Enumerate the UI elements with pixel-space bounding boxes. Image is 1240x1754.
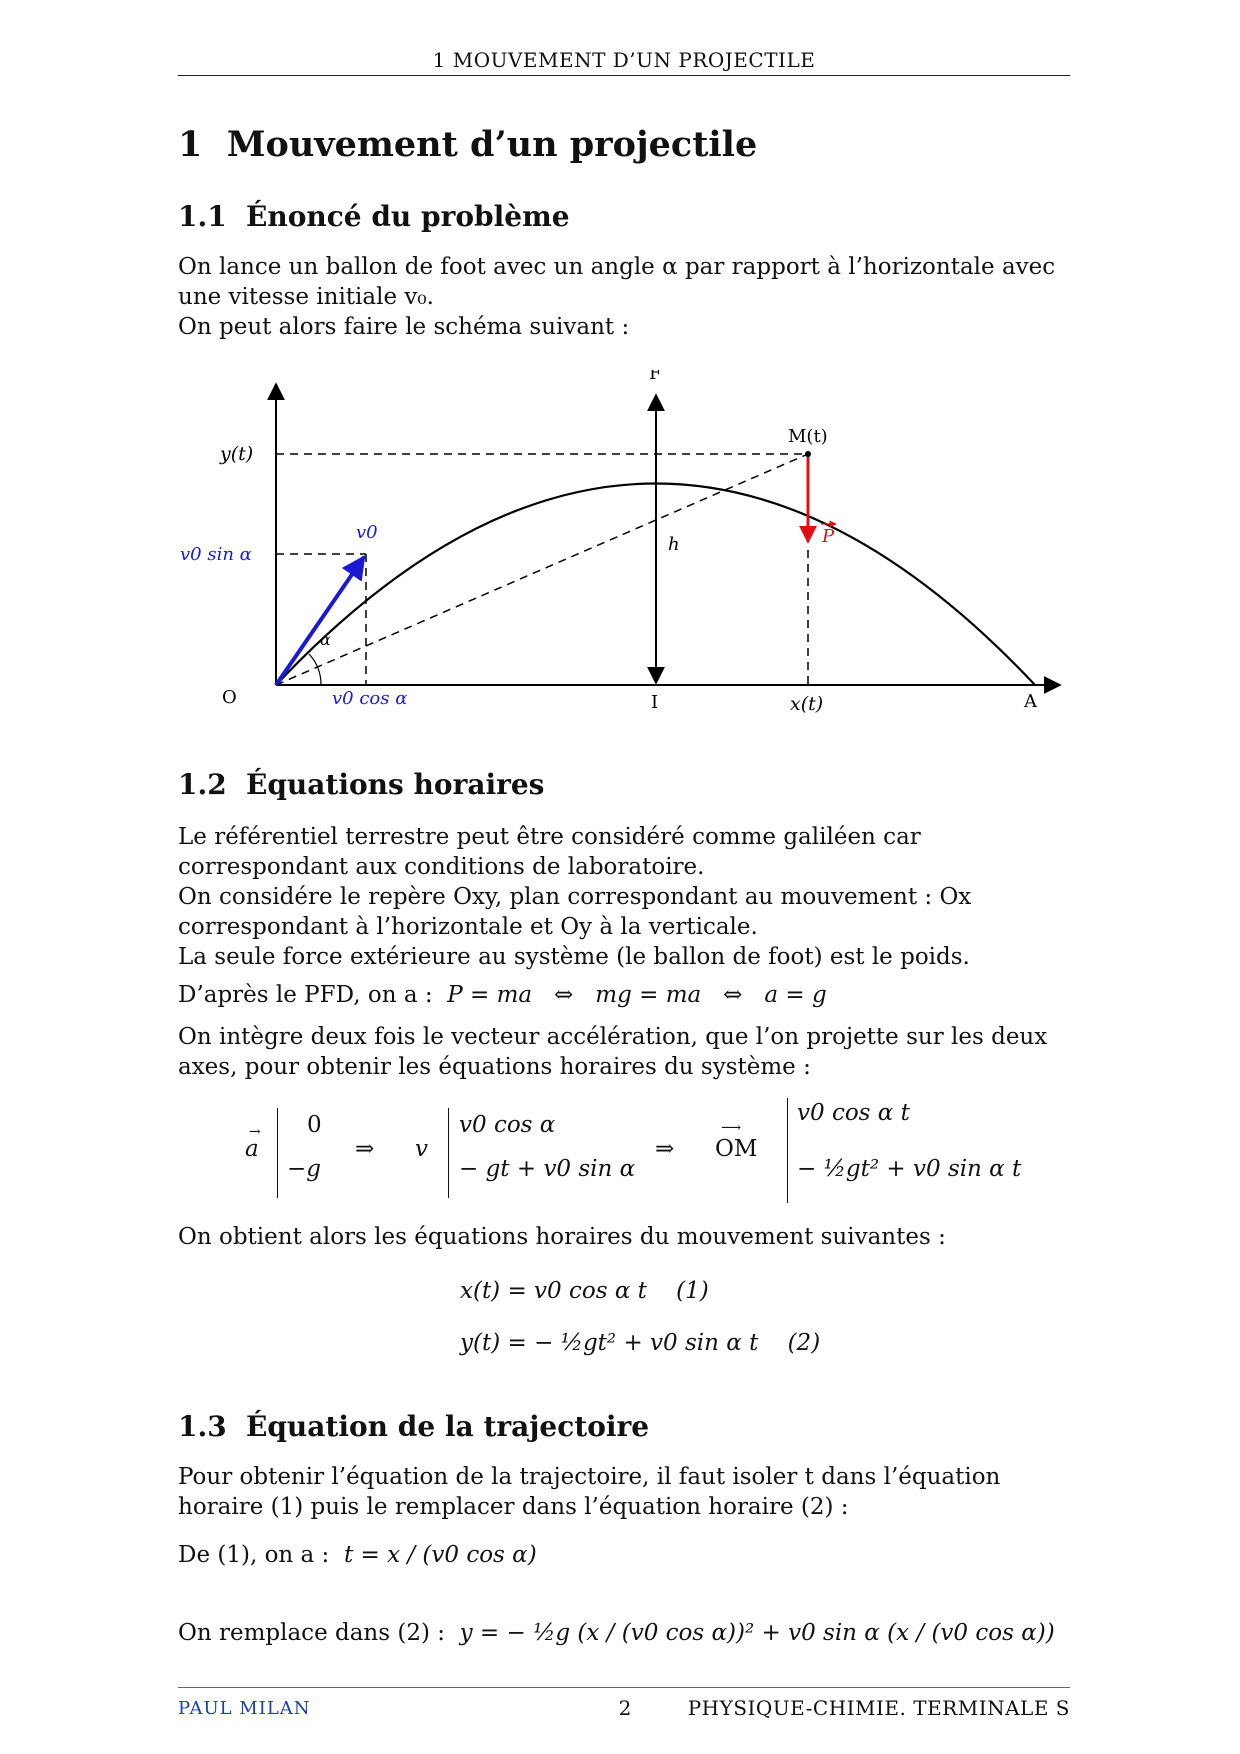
vec-v-x: v0 cos α	[459, 1112, 556, 1138]
label-a: A	[1024, 691, 1037, 712]
equation-1: x(t) = v0 cos α t (1)	[460, 1278, 709, 1304]
label-xt: x(t)	[790, 693, 824, 715]
running-header: 1 MOUVEMENT D’UN PROJECTILE	[432, 48, 816, 72]
label-h: h	[668, 534, 680, 555]
label-alpha: α	[320, 630, 331, 649]
subsection-number: 1.3	[178, 1410, 227, 1443]
t-equation: t = x / (v0 cos α)	[343, 1542, 537, 1568]
label-v0sin: v0 sin α	[180, 544, 252, 565]
vec-bar	[448, 1108, 449, 1198]
vec-v: v	[415, 1136, 428, 1162]
vec-om-x: v0 cos α t	[797, 1100, 910, 1126]
paragraph: On lance un ballon de foot avec un angle α par rapport à l’horizontale avec une vitesse initiale v₀.	[178, 254, 1056, 310]
subsection-number: 1.2	[178, 768, 227, 801]
header-rule	[178, 75, 1070, 76]
label-o: O	[222, 687, 237, 708]
pfd-line	[178, 980, 1070, 1010]
subsection-1-2-title	[178, 768, 544, 801]
section-title	[178, 124, 757, 165]
paragraph: On obtient alors les équations horaires du mouvement suivantes :	[178, 1224, 946, 1250]
label-f: F	[649, 370, 662, 384]
vector-system	[245, 1100, 1045, 1198]
vec-a-x: 0	[307, 1112, 322, 1138]
label-p: P	[822, 526, 835, 547]
angle-arc	[309, 654, 321, 685]
projectile-figure	[178, 370, 1078, 734]
paragraph: On peut alors faire le schéma suivant :	[178, 314, 630, 340]
t-equation-line	[178, 1540, 1070, 1570]
vec-bar	[787, 1098, 788, 1203]
subsection-title-text: Équation de la trajectoire	[246, 1410, 650, 1443]
point-m	[805, 451, 811, 457]
vec-v-y: − gt + v0 sin α	[459, 1156, 636, 1182]
vec-arrow-mark: →	[249, 1124, 261, 1140]
implies-symbol: ⇒	[355, 1136, 375, 1162]
equation-2: y(t) = − ½gt² + v0 sin α t (2)	[460, 1330, 821, 1356]
pfd-equation: P = ma ⇔ mg = ma ⇔ a = g	[447, 982, 827, 1008]
vec-om: OM	[715, 1136, 758, 1162]
vec-bar	[277, 1108, 278, 1198]
vec-om-y: − ½gt² + v0 sin α t	[797, 1156, 1022, 1182]
t-lead: De (1), on a :	[178, 1542, 330, 1568]
label-yt: y(t)	[220, 443, 254, 465]
label-v0cos: v0 cos α	[332, 688, 408, 709]
y-lead: On remplace dans (2) :	[178, 1620, 445, 1646]
projectile-diagram	[178, 370, 1078, 730]
subsection-title-text: Équations horaires	[246, 768, 545, 801]
vec-a-y: −g	[287, 1156, 321, 1182]
page-number: 2	[618, 1696, 632, 1720]
y-equation: y = − ½g (x / (v0 cos α))² + v0 sin α (x / (v0 cos α))	[459, 1620, 1055, 1646]
footer-course: PHYSIQUE-CHIMIE. TERMINALE S	[687, 1696, 1070, 1720]
paragraph: On intègre deux fois le vecteur accélération, que l’on projette sur les deux axes, pour obtenir les équations horaires du système :	[178, 1024, 1048, 1080]
label-i: I	[651, 692, 659, 713]
paragraph: Pour obtenir l’équation de la trajectoire, il faut isoler t dans l’équation horaire (1) puis le remplacer dans l’équation horaire (2) :	[178, 1464, 1001, 1520]
paragraph: Le référentiel terrestre peut être considéré comme galiléen car correspondant aux conditions de laboratoire.	[178, 824, 921, 880]
label-m: M(t)	[788, 426, 828, 447]
label-v0: v0	[356, 522, 378, 543]
paragraph: La seule force extérieure au système (le ballon de foot) est le poids.	[178, 944, 970, 970]
y-equation-line	[178, 1618, 1070, 1648]
footer-author: PAUL MILAN	[178, 1698, 311, 1719]
subsection-1-3-title	[178, 1410, 649, 1443]
subsection-1-1-title	[178, 200, 570, 233]
footer-rule	[178, 1687, 1070, 1688]
implies-symbol: ⇒	[655, 1136, 675, 1162]
pfd-lead: D’après le PFD, on a :	[178, 982, 433, 1008]
subsection-number: 1.1	[178, 200, 227, 233]
section-number: 1	[178, 124, 203, 165]
paragraph: On considére le repère Oxy, plan correspondant au mouvement : Ox correspondant à l’horizontale et Oy à la verticale.	[178, 884, 972, 940]
vec-a: a	[245, 1136, 259, 1162]
vec-om-arrow-mark: ⟶	[721, 1120, 740, 1136]
subsection-title-text: Énoncé du problème	[246, 200, 570, 233]
section-title-text: Mouvement d’un projectile	[226, 124, 758, 165]
